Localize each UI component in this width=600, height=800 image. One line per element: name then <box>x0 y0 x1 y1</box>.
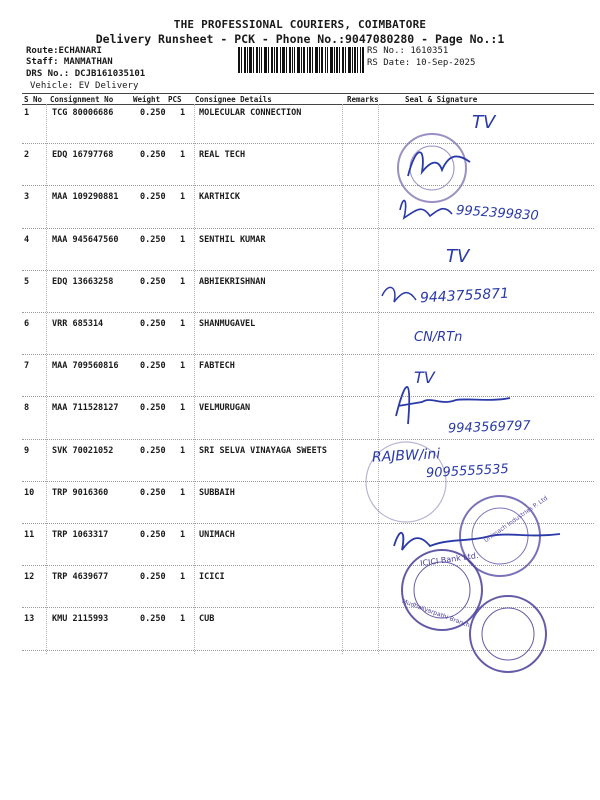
signature-row3 <box>400 200 452 218</box>
row-consignment-no: EDQ 13663258 <box>52 276 114 287</box>
staff-label: Staff: MANMATHAN <box>26 57 113 67</box>
row-weight: 0.250 <box>140 234 166 245</box>
row-consignment-no: TRP 1063317 <box>52 530 109 540</box>
round-stamp <box>398 134 466 202</box>
row-sno: 11 <box>24 530 35 540</box>
row-weight: 0.250 <box>140 150 166 161</box>
col-sno: S No <box>24 95 43 104</box>
row-sno: 13 <box>24 614 35 625</box>
row-weight: 0.250 <box>140 361 166 372</box>
col-remarks: Remarks <box>347 95 379 104</box>
company-title: THE PROFESSIONAL COURIERS, COIMBATORE <box>173 18 427 31</box>
row-consignee: ICICI <box>199 572 225 583</box>
rs-number: RS No.: 1610351 <box>367 46 449 56</box>
signature-row11 <box>394 533 560 550</box>
col-pcs: PCS <box>168 95 182 104</box>
col-divider <box>342 104 343 654</box>
row-sno: 2 <box>24 150 30 161</box>
row-consignment-no: TRP 4639677 <box>52 572 109 583</box>
col-consignment: Consignment No <box>50 95 114 104</box>
drs-number: DRS No.: DCJB161035101 <box>26 69 146 79</box>
row-consignment-no: MAA 109290881 <box>52 192 119 203</box>
row-pcs: 1 <box>180 572 186 583</box>
vehicle-label: Vehicle: EV Delivery <box>30 81 139 91</box>
row-consignee: SENTHIL KUMAR <box>199 234 266 245</box>
icici-stamp-text: ICICI Bank Ltd. <box>419 550 479 569</box>
row-consignee: CUB <box>199 614 215 625</box>
row-sno: 3 <box>24 192 30 203</box>
row-consignment-no: TCG 80006686 <box>52 108 114 118</box>
bank-stamp <box>470 596 546 672</box>
row-consignee: MOLECULAR CONNECTION <box>199 108 302 118</box>
handwritten-cnrt: CN/RTn <box>414 330 463 345</box>
row-pcs: 1 <box>180 445 186 456</box>
row-sno: 7 <box>24 361 30 372</box>
handwritten-tv-1: TV <box>472 112 496 133</box>
industries-stamp-text: Unimach Industries P. Ltd <box>482 494 550 545</box>
row-consignment-no: KMU 2115993 <box>52 614 109 625</box>
row-sno: 6 <box>24 319 30 329</box>
row-pcs: 1 <box>180 276 186 287</box>
row-sno: 8 <box>24 403 30 414</box>
row-weight: 0.250 <box>140 445 166 456</box>
handwritten-phone-1: 9952399830 <box>455 203 540 224</box>
row-consignment-no: MAA 709560816 <box>52 361 119 372</box>
row-pcs: 1 <box>180 530 186 540</box>
row-consignee: SUBBAIH <box>199 487 235 498</box>
handwritten-phone-3: 9943569797 <box>447 418 531 437</box>
barcode-image <box>238 47 364 73</box>
col-weight: Weight <box>133 95 161 104</box>
row-pcs: 1 <box>180 403 186 414</box>
col-consignee: Consignee Details <box>195 95 272 104</box>
row-weight: 0.250 <box>140 108 166 118</box>
row-sno: 9 <box>24 445 30 456</box>
row-sno: 5 <box>24 276 30 287</box>
row-weight: 0.250 <box>140 403 166 414</box>
row-consignee: UNIMACH <box>199 530 235 540</box>
rs-date: RS Date: 10-Sep-2025 <box>367 58 476 68</box>
row-consignee: ABHIEKRISHNAN <box>199 276 266 287</box>
row-weight: 0.250 <box>140 572 166 583</box>
row-pcs: 1 <box>180 487 186 498</box>
handwritten-tv-3: TV <box>414 368 435 387</box>
row-weight: 0.250 <box>140 487 166 498</box>
col-divider <box>46 104 47 654</box>
row-consignment-no: SVK 70021052 <box>52 445 114 456</box>
row-consignment-no: VRR 685314 <box>52 319 104 329</box>
row-pcs: 1 <box>180 361 186 372</box>
row-pcs: 1 <box>180 614 186 625</box>
row-consignee: REAL TECH <box>199 150 246 161</box>
signature-row8 <box>396 387 510 424</box>
row-pcs: 1 <box>180 319 186 329</box>
row-sno: 12 <box>24 572 35 583</box>
col-seal-signature: Seal & Signature <box>405 95 478 104</box>
row-consignee: SRI SELVA VINAYAGA SWEETS <box>199 445 327 456</box>
row-consignee: SHANMUGAVEL <box>199 319 256 329</box>
row-pcs: 1 <box>180 192 186 203</box>
row-weight: 0.250 <box>140 319 166 329</box>
header-rule-top <box>22 93 594 94</box>
row-sno: 10 <box>24 487 35 498</box>
row-consignment-no: EDQ 16797768 <box>52 150 114 161</box>
handwritten-name: RAJBW/ini <box>371 446 441 466</box>
row-weight: 0.250 <box>140 192 166 203</box>
row-pcs: 1 <box>180 150 186 161</box>
row-weight: 0.250 <box>140 276 166 287</box>
row-pcs: 1 <box>180 108 186 118</box>
route-label: Route:ECHANARI <box>26 46 102 56</box>
row-weight: 0.250 <box>140 530 166 540</box>
row-consignment-no: TRP 9016360 <box>52 487 109 498</box>
col-divider <box>194 104 195 654</box>
row-weight: 0.250 <box>140 614 166 625</box>
row-consignee: VELMURUGAN <box>199 403 251 414</box>
row-consignment-no: MAA 945647560 <box>52 234 119 245</box>
row-consignee: FABTECH <box>199 361 235 372</box>
icici-stamp-branch: Mudhaliyarpathi Branch <box>400 597 471 630</box>
row-pcs: 1 <box>180 234 186 245</box>
row-consignment-no: MAA 711528127 <box>52 403 119 414</box>
signature-row2 <box>408 152 470 176</box>
row-sno: 4 <box>24 234 30 245</box>
header-rule-bottom <box>22 104 594 105</box>
handwritten-tv-2: TV <box>446 246 470 267</box>
row-sno: 1 <box>24 108 30 118</box>
handwritten-phone-2: 9443755871 <box>419 285 510 307</box>
runsheet-subtitle: Delivery Runsheet - PCK - Phone No.:9047080280 - Page No.:1 <box>95 32 505 46</box>
handwritten-phone-4: 9095555535 <box>425 461 510 482</box>
row-consignee: KARTHICK <box>199 192 240 203</box>
signatures-layer <box>360 106 600 686</box>
signature-row5 <box>382 287 416 302</box>
